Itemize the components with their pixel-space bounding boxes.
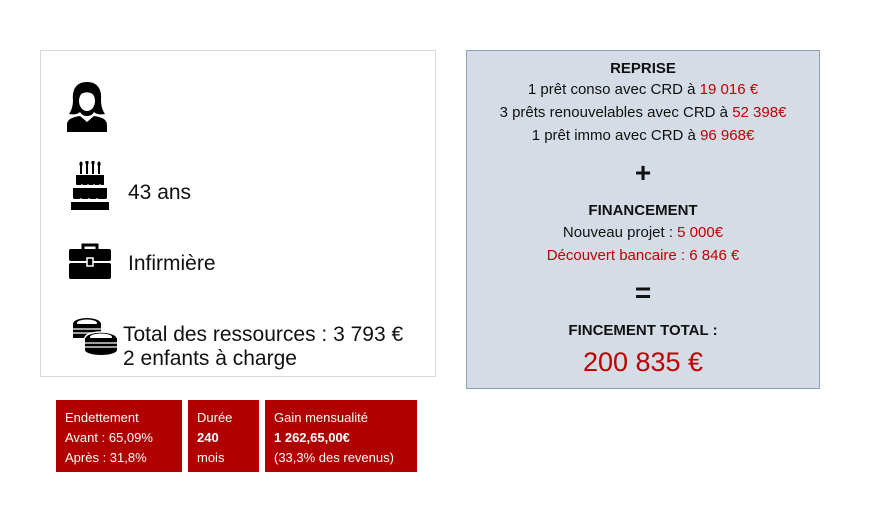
- gain-title: Gain mensualité: [274, 410, 368, 425]
- duree-box: [188, 400, 259, 472]
- endettement-box: [56, 400, 182, 472]
- decouvert-line: Découvert bancaire : 6 846 €: [546, 247, 740, 264]
- birthday-cake-icon: [71, 161, 109, 211]
- briefcase-icon: [69, 243, 111, 279]
- total-label: FINCEMENT TOTAL :: [568, 322, 718, 339]
- gain-note: (33,3% des revenus): [274, 450, 394, 465]
- reprise-amount-2: 52 398€: [732, 104, 787, 121]
- age-text: 43 ans: [128, 181, 192, 204]
- plus-sign: +: [634, 157, 652, 188]
- reprise-line-2: 3 prêts renouvelables avec CRD à 52 398€: [499, 104, 787, 121]
- duree-unit: mois: [197, 450, 225, 465]
- duree-value: 240: [197, 430, 219, 445]
- children-text: 2 enfants à charge: [123, 347, 297, 370]
- duree-title: Durée: [197, 410, 233, 425]
- resources-text: Total des ressources : 3 793 €: [123, 323, 404, 346]
- endettement-apres: Après : 31,8%: [65, 450, 147, 465]
- reprise-line-3: 1 prêt immo avec CRD à 96 968€: [531, 127, 755, 144]
- nouveau-projet-line: Nouveau projet : 5 000€: [562, 224, 724, 241]
- reprise-line-1: 1 prêt conso avec CRD à 19 016 €: [527, 81, 759, 98]
- profile-card: [40, 50, 436, 377]
- endettement-avant: Avant : 65,09%: [65, 430, 153, 445]
- financing-summary-card: [466, 50, 820, 389]
- woman-icon: [65, 80, 109, 132]
- reprise-amount-1: 19 016 €: [699, 81, 759, 98]
- endettement-title: Endettement: [65, 410, 139, 425]
- gain-box: [265, 400, 417, 472]
- reprise-amount-3: 96 968€: [700, 127, 755, 144]
- reprise-title: REPRISE: [610, 60, 676, 77]
- equals-sign: =: [634, 277, 652, 308]
- gain-value: 1 262,65,00€: [274, 430, 350, 445]
- job-text: Infirmière: [128, 252, 216, 275]
- financement-title: FINANCEMENT: [588, 202, 698, 219]
- nouveau-projet-amount: 5 000€: [677, 224, 724, 241]
- total-amount: 200 835 €: [582, 347, 704, 377]
- coins-icon: [71, 316, 119, 356]
